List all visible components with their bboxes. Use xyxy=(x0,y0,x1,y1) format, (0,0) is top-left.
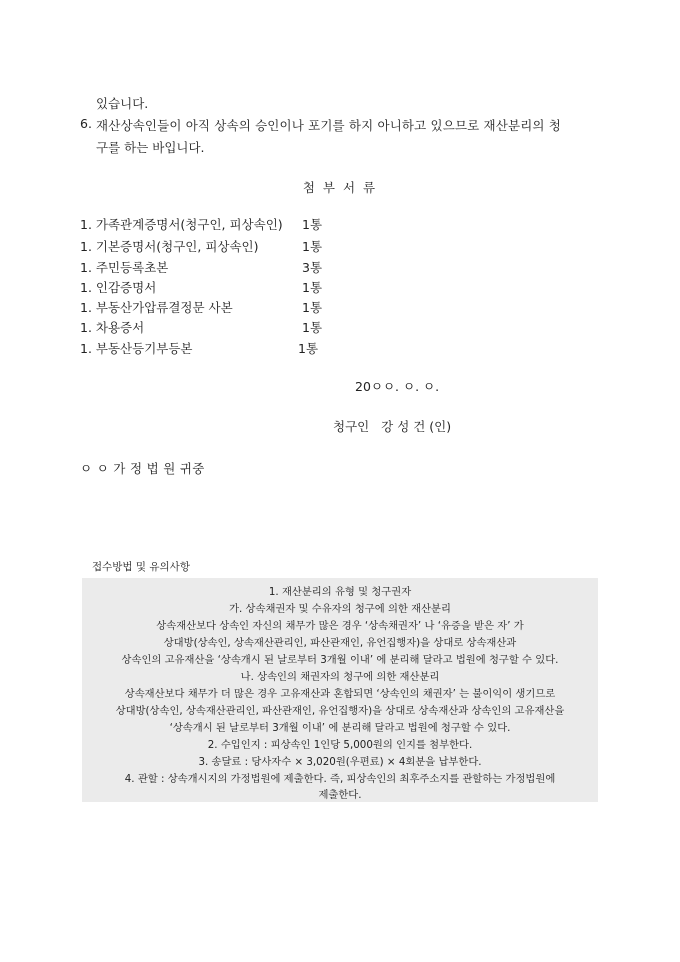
item-6-number: 6. xyxy=(80,116,92,131)
notice-line: 3. 송달료 : 당사자수 × 3,020원(우편료) × 4회분을 납부한다. xyxy=(198,756,482,768)
attachment-count: 1통 xyxy=(302,300,323,315)
notice-line: 가. 상속채권자 및 수유자의 청구에 의한 재산분리 xyxy=(229,603,451,615)
continuation-line: 있습니다. xyxy=(96,96,149,111)
attachment-label: 1. 기본증명서(청구인, 피상속인) xyxy=(80,239,259,254)
attachment-count: 1통 xyxy=(302,320,323,335)
notice-title: 접수방법 및 유의사항 xyxy=(92,561,190,573)
attachment-label: 1. 가족관계증명서(청구인, 피상속인) xyxy=(80,217,283,232)
claimant-signature: 청구인 강 성 건 (인) xyxy=(333,419,452,434)
notice-line: 2. 수입인지 : 피상속인 1인당 5,000원의 인지를 첨부한다. xyxy=(207,739,473,751)
attachment-label: 1. 인감증명서 xyxy=(80,280,157,295)
notice-line: 제출한다. xyxy=(318,789,362,801)
attachment-count: 3통 xyxy=(302,260,323,275)
item-6-text-line2: 구를 하는 바입니다. xyxy=(96,140,205,155)
item-6-text-line1: 재산상속인들이 아직 상속의 승인이나 포기를 하지 아니하고 있으므로 재산분리의 청 xyxy=(96,118,561,133)
notice-line: 상속인의 고유재산을 ‘상속개시 된 날로부터 3개월 이내’ 에 분리해 달라고 법원에 청구할 수 있다. xyxy=(121,654,559,666)
attachment-label: 1. 주민등록초본 xyxy=(80,260,169,275)
notice-line: 나. 상속인의 채권자의 청구에 의한 재산분리 xyxy=(240,671,440,683)
attachment-count: 1통 xyxy=(302,217,323,232)
attachment-count: 1통 xyxy=(302,239,323,254)
document-date: 20ㅇㅇ. ㅇ. ㅇ. xyxy=(355,379,440,394)
attachment-label: 1. 부동산등기부등본 xyxy=(80,341,193,356)
notice-box xyxy=(82,578,598,802)
notice-line: 상대방(상속인, 상속재산관리인, 파산관재인, 유언집행자)을 상대로 상속재산과 xyxy=(163,637,517,649)
attachment-label: 1. 차용증서 xyxy=(80,320,145,335)
notice-line: 상속재산보다 채무가 더 많은 경우 고유재산과 혼합되면 ‘상속인의 채권자’ 는 불이익이 생기므로 xyxy=(124,688,556,700)
notice-line: 1. 재산분리의 유형 및 청구권자 xyxy=(268,586,412,598)
attachment-count: 1통 xyxy=(302,280,323,295)
notice-line: 4. 관할 : 상속개시지의 가정법원에 제출한다. 즉, 피상속인의 최후주소지를 관할하는 가정법원에 xyxy=(124,773,556,785)
attachment-count: 1통 xyxy=(298,341,319,356)
attachments-title: 첨 부 서 류 xyxy=(302,180,378,195)
court-addressee: ㅇ ㅇ 가 정 법 원 귀중 xyxy=(80,461,205,476)
notice-line: 상속재산보다 상속인 자신의 채무가 많은 경우 ‘상속채권자’ 나 ‘유증을 받은 자’ 가 xyxy=(156,620,524,632)
notice-line: ‘상속개시 된 날로부터 3개월 이내’ 에 분리해 달라고 법원에 청구할 수 있다. xyxy=(169,722,511,734)
notice-line: 상대방(상속인, 상속재산관리인, 파산관재인, 유언집행자)을 상대로 상속재산과 상속인의 고유재산을 xyxy=(115,705,565,717)
attachment-label: 1. 부동산가압류결정문 사본 xyxy=(80,300,233,315)
